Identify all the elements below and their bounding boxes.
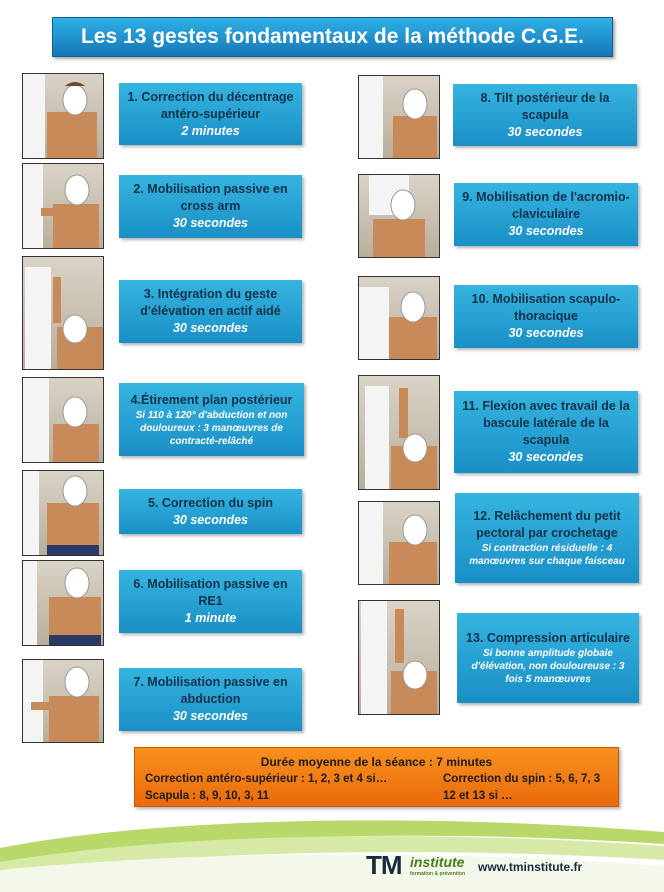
step-duration: 30 secondes — [172, 512, 249, 527]
photo-step-5 — [22, 470, 104, 556]
step-title: 6. Mobilisation passive en RE1 — [133, 577, 288, 608]
step-card-8 — [453, 84, 637, 146]
step-card-11 — [454, 391, 638, 473]
step-title: 12. Relâchement du petit pectoral par crochetage — [473, 509, 621, 540]
step-card-13 — [457, 613, 639, 703]
step-duration: 30 secondes — [172, 216, 249, 230]
footer-wave — [0, 810, 664, 892]
page-title: Les 13 gestes fondamentaux de la méthode C.G.E. — [52, 17, 613, 57]
step-duration: 30 secondes — [172, 709, 249, 723]
step-card-4 — [119, 383, 304, 456]
step-note: Si bonne amplitude globale d'élévation, non douloureuse : 3 fois 5 manœuvres — [471, 648, 625, 685]
step-duration: 1 minute — [184, 611, 237, 625]
photo-step-10 — [358, 276, 440, 360]
summary-heading: Durée moyenne de la séance : 7 minutes — [260, 755, 493, 769]
photo-step-1 — [22, 73, 104, 159]
summary-row2-right: 12 et 13 si … — [443, 790, 513, 802]
photo-step-4 — [22, 377, 104, 463]
photo-step-3 — [22, 256, 104, 370]
summary-row2-left: Scapula : 8, 9, 10, 3, 11 — [145, 790, 270, 802]
step-title: 3. Intégration du geste d'élévation en actif aidé — [140, 287, 281, 318]
step-card-12 — [455, 493, 639, 583]
step-card-6 — [119, 570, 302, 633]
website-url[interactable]: www.tminstitute.fr — [478, 860, 583, 874]
photo-step-7 — [22, 659, 104, 743]
photo-step-13 — [358, 600, 440, 715]
step-duration: 30 secondes — [507, 124, 583, 139]
photo-step-11 — [358, 375, 440, 490]
step-title: 1. Correction du décentrage antéro-supérieur — [127, 89, 294, 121]
step-duration: 30 secondes — [508, 450, 584, 464]
logo-institute: institute — [410, 854, 465, 870]
step-card-7 — [119, 668, 302, 731]
step-title: 4.Étirement plan postérieur — [130, 392, 293, 407]
step-card-10 — [454, 285, 638, 348]
tm-institute-logo — [366, 850, 466, 881]
photo-step-9 — [358, 174, 440, 258]
step-card-3 — [119, 280, 302, 343]
summary-row1-left: Correction antéro-supérieur : 1, 2, 3 et 4 si… — [145, 773, 388, 785]
summary-row1-right: Correction du spin : 5, 6, 7, 3 — [443, 773, 601, 785]
step-title: 8. Tilt postérieur de la scapula — [480, 90, 610, 122]
step-title: 5. Correction du spin — [147, 495, 273, 510]
photo-step-6 — [22, 560, 104, 646]
step-note: Si 110 à 120° d'abduction et non douloureux : 3 manœuvres de contracté-relâché — [135, 409, 288, 447]
step-title: 11. Flexion avec travail de la bascule latérale de la scapula — [462, 399, 630, 447]
step-card-1 — [119, 83, 302, 145]
step-title: 13. Compression articulaire — [466, 631, 630, 645]
step-duration: 30 secondes — [508, 326, 584, 340]
logo-tm: TM — [366, 850, 402, 880]
step-title: 9. Mobilisation de l'acromio-claviculaire — [462, 190, 630, 221]
step-duration: 2 minutes — [181, 123, 240, 138]
photo-step-2 — [22, 163, 104, 249]
step-card-2 — [119, 175, 302, 238]
step-title: 7. Mobilisation passive en abduction — [133, 675, 288, 706]
step-title: 2. Mobilisation passive en cross arm — [133, 182, 288, 213]
step-duration: 30 secondes — [172, 321, 249, 335]
step-card-5 — [119, 489, 302, 534]
photo-step-8 — [358, 75, 440, 159]
step-note: Si contraction résiduelle : 4 manœuvres sur chaque faisceau — [469, 543, 625, 567]
logo-tagline: formation & prévention — [410, 871, 466, 877]
step-duration: 30 secondes — [508, 224, 584, 238]
step-title: 10. Mobilisation scapulo-thoracique — [471, 292, 621, 323]
step-card-9 — [454, 183, 638, 246]
photo-step-12 — [358, 501, 440, 585]
session-summary — [134, 747, 619, 807]
